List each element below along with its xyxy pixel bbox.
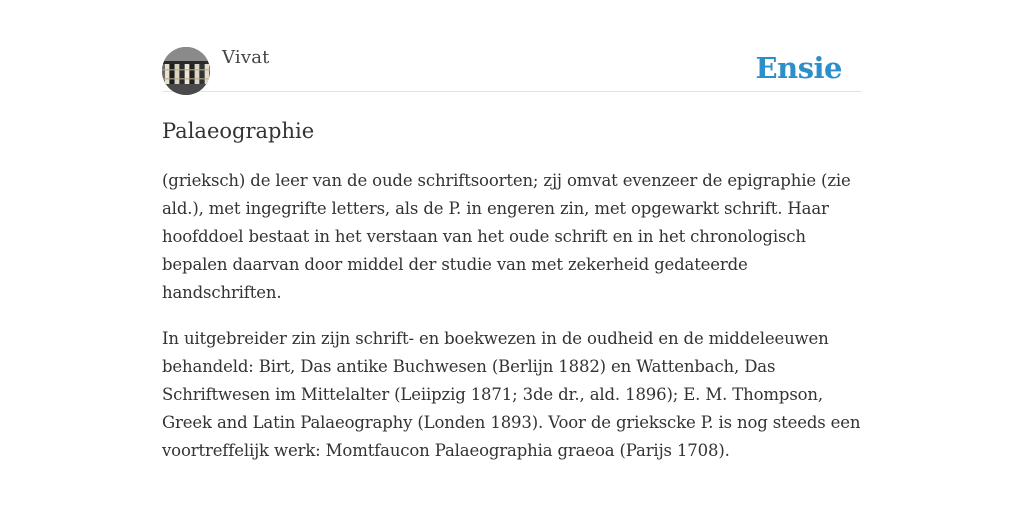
source-avatar[interactable] — [162, 47, 210, 95]
paragraph: (grieksch) de leer van de oude schriftsoorten; zjj omvat evenzeer de epigraphie (zie ald.), met ingegrifte letters, als de P. in engeren zin, met opgewarkt schrift. Haar hoofddoel bestaat in het verstaan van het oude schrift en in het chronologisch bepalen daarvan door middel der studie van met zekerheid gedateerde handschriften. — [162, 171, 851, 302]
brand-logo[interactable]: Ensie — [755, 51, 842, 85]
header — [162, 46, 862, 92]
paragraph: In uitgebreider zin zijn schrift- en boekwezen in de oudheid en de middeleeuwen behandeld: Birt, Das antike Buchwesen (Berlijn 1882) en Wattenbach, Das Schriftwesen im Mittelalter (Leiipzig 1871; 3de dr., ald. 1896); E. M. Thompson, Greek and Latin Palaeography (Londen 1893). Voor de griekscke P. is nog steeds een voortreffelijk werk: Momtfaucon Palaeographia graeoa (Parijs 1708). — [162, 329, 861, 460]
entry-card — [162, 46, 862, 483]
source-name[interactable]: Vivat — [222, 47, 270, 68]
entry-body — [162, 167, 862, 465]
books-icon — [162, 47, 210, 95]
entry-title: Palaeographie — [162, 119, 315, 143]
